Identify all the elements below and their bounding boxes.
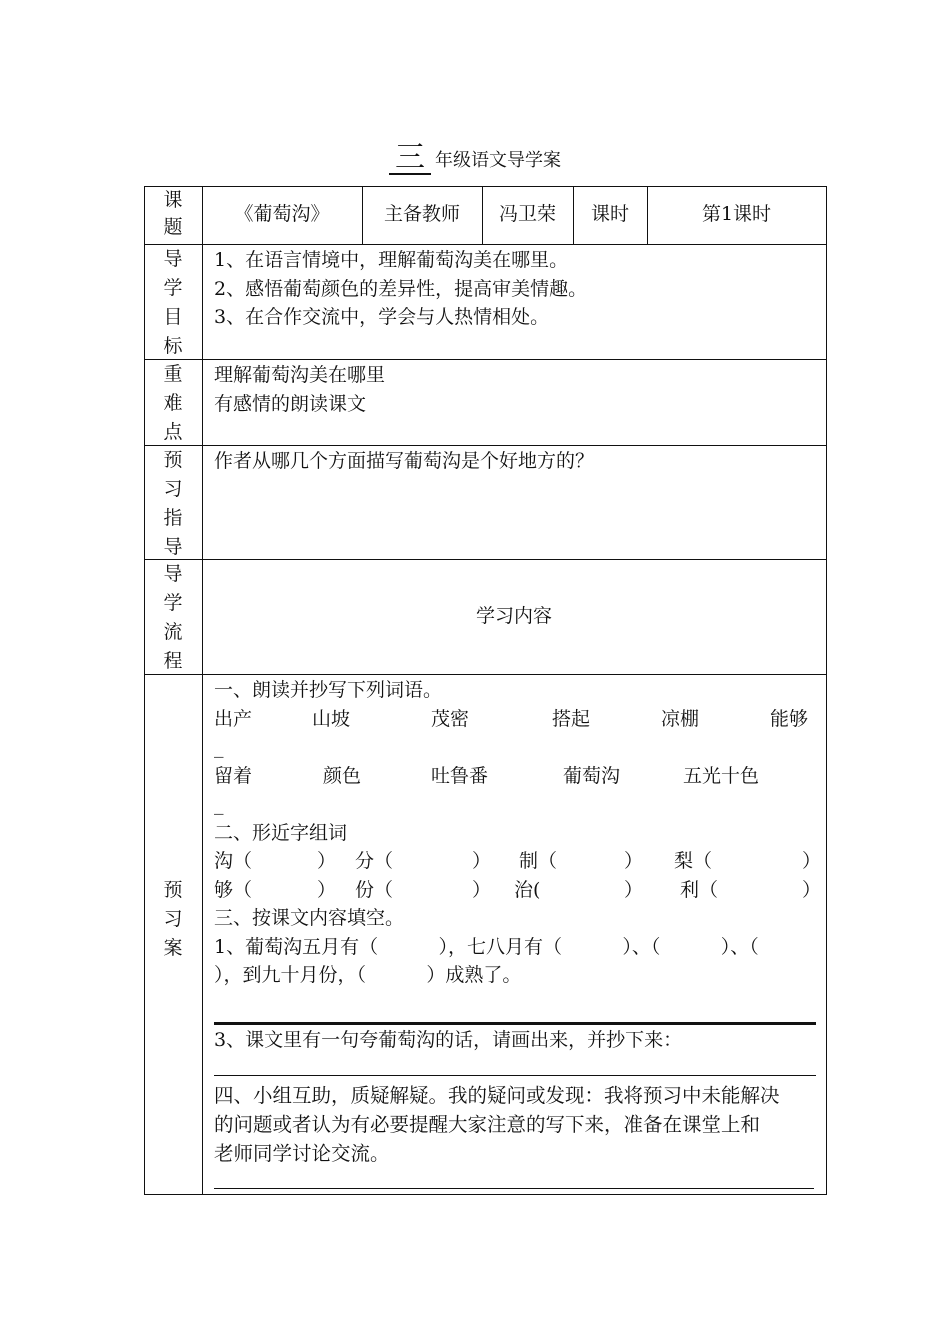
key-point-item: 有感情的朗读课文 xyxy=(214,392,367,415)
word: 五光十色 xyxy=(683,764,760,787)
char-row-1 xyxy=(214,847,822,876)
paren-close: ） xyxy=(802,878,822,901)
char-item: 梨（ xyxy=(674,850,713,872)
char-item: 沟（ xyxy=(214,850,253,872)
lead-teacher-value: 冯卫荣 xyxy=(498,203,556,225)
paren-close: ） xyxy=(472,878,492,901)
preview-case-content xyxy=(214,676,822,990)
grade-number: 三 xyxy=(389,143,431,175)
objectives-label xyxy=(144,245,202,361)
word: 留着 xyxy=(214,764,253,787)
objectives-label-text: 导学目标 xyxy=(163,248,183,357)
word: 能够 xyxy=(770,707,809,730)
preview-case-label xyxy=(144,876,202,963)
flow-label-text: 导学流程 xyxy=(163,563,183,672)
section-1-title xyxy=(214,676,819,705)
section-3-title-text: 三、按课文内容填空。 xyxy=(214,907,405,929)
char-item: 够（ xyxy=(214,878,253,901)
fill-line-1 xyxy=(214,933,819,962)
question-3: 3、课文里有一句夸葡萄沟的话，请画出来，并抄下来： xyxy=(214,1029,683,1051)
answer-line xyxy=(214,1188,814,1189)
fill-line-1-text: 1、葡萄沟五月有（ ），七八月有（ ）、（ ）、（ xyxy=(214,935,759,958)
section-3-title xyxy=(214,904,819,933)
objective-item: 2、感悟葡萄颜色的差异性，提高审美情趣。 xyxy=(214,277,588,300)
underscore-mark xyxy=(214,790,819,819)
table-border-top xyxy=(144,186,827,187)
section-4-line: 的问题或者认为有必要提醒大家注意的写下来，准备在课堂上和 xyxy=(214,1113,761,1136)
section-2-title-text: 二、形近字组词 xyxy=(214,821,348,844)
word: 吐鲁番 xyxy=(431,764,489,787)
section-4-line: 四、小组互助，质疑解疑。我的疑问或发现：我将预习中未能解决 xyxy=(214,1084,780,1107)
char-item: 制（ xyxy=(519,850,558,872)
section-4-text xyxy=(214,1081,780,1168)
word: 颜色 xyxy=(323,764,362,787)
paren-close: ） xyxy=(802,850,822,872)
objective-item: 3、在合作交流中，学会与人热情相处。 xyxy=(214,306,550,328)
section-4-line: 老师同学讨论交流。 xyxy=(214,1142,390,1165)
paren-close: ） xyxy=(472,850,492,872)
row-divider xyxy=(144,559,827,560)
section-2-title xyxy=(214,819,819,848)
char-item: 治( xyxy=(514,878,541,901)
table-border-right xyxy=(826,186,827,1195)
char-row-2 xyxy=(214,876,822,905)
lesson-table xyxy=(144,186,827,1195)
key-points-list xyxy=(214,361,385,418)
title-text: 年级语文导学案 xyxy=(435,150,561,171)
word: 茂密 xyxy=(431,707,470,730)
flow-content-heading: 学习内容 xyxy=(475,605,552,627)
row-divider xyxy=(144,445,827,446)
label-column-divider xyxy=(202,186,203,1195)
objective-item: 1、在语言情境中，理解葡萄沟美在哪里。 xyxy=(214,249,569,271)
flow-label xyxy=(144,560,202,676)
mark-text: _ xyxy=(214,793,224,815)
preview-guide-label xyxy=(144,446,202,562)
topic-label-text: 课题 xyxy=(163,189,183,238)
paren-close: ） xyxy=(317,878,337,901)
word: 搭起 xyxy=(552,707,591,730)
period-label: 课时 xyxy=(590,203,629,225)
word: 山坡 xyxy=(312,707,351,730)
word: 出产 xyxy=(214,707,253,730)
word-row-2 xyxy=(214,762,819,791)
char-item: 份（ xyxy=(355,878,394,901)
key-point-item: 理解葡萄沟美在哪里 xyxy=(214,364,386,386)
preview-guide-label-text: 预习指导 xyxy=(163,449,183,558)
fill-line-2-text: ），到九十月份，（ ）成熟了。 xyxy=(214,964,522,986)
row-divider xyxy=(144,359,827,360)
answer-line xyxy=(214,1075,816,1076)
underscore-mark xyxy=(214,733,819,762)
paren-close: ） xyxy=(624,878,644,901)
answer-line xyxy=(214,1022,816,1025)
mark-text: _ xyxy=(214,736,224,758)
period-value: 第1课时 xyxy=(701,203,772,225)
paren-close: ） xyxy=(317,850,337,872)
topic-value: 《葡萄沟》 xyxy=(234,203,330,225)
table-border-bottom xyxy=(144,1194,827,1195)
doc-title xyxy=(0,140,950,175)
word: 凉棚 xyxy=(661,707,700,730)
preview-guide-text: 作者从哪几个方面描写葡萄沟是个好地方的？ xyxy=(214,450,595,472)
key-points-label xyxy=(144,360,202,447)
fill-line-2 xyxy=(214,961,819,990)
row-divider xyxy=(144,674,827,675)
word: 葡萄沟 xyxy=(563,764,621,787)
row-divider xyxy=(144,244,827,245)
char-item: 利（ xyxy=(680,878,719,901)
paren-close: ） xyxy=(624,850,644,872)
char-item: 分（ xyxy=(355,850,394,872)
objectives-list xyxy=(214,246,587,332)
topic-label xyxy=(144,187,202,241)
key-points-label-text: 重难点 xyxy=(163,363,183,443)
word-row-1 xyxy=(214,705,819,734)
lead-teacher-label: 主备教师 xyxy=(383,203,460,225)
preview-case-label-text: 预习案 xyxy=(163,879,183,959)
section-1-title-text: 一、朗读并抄写下列词语。 xyxy=(214,679,443,701)
